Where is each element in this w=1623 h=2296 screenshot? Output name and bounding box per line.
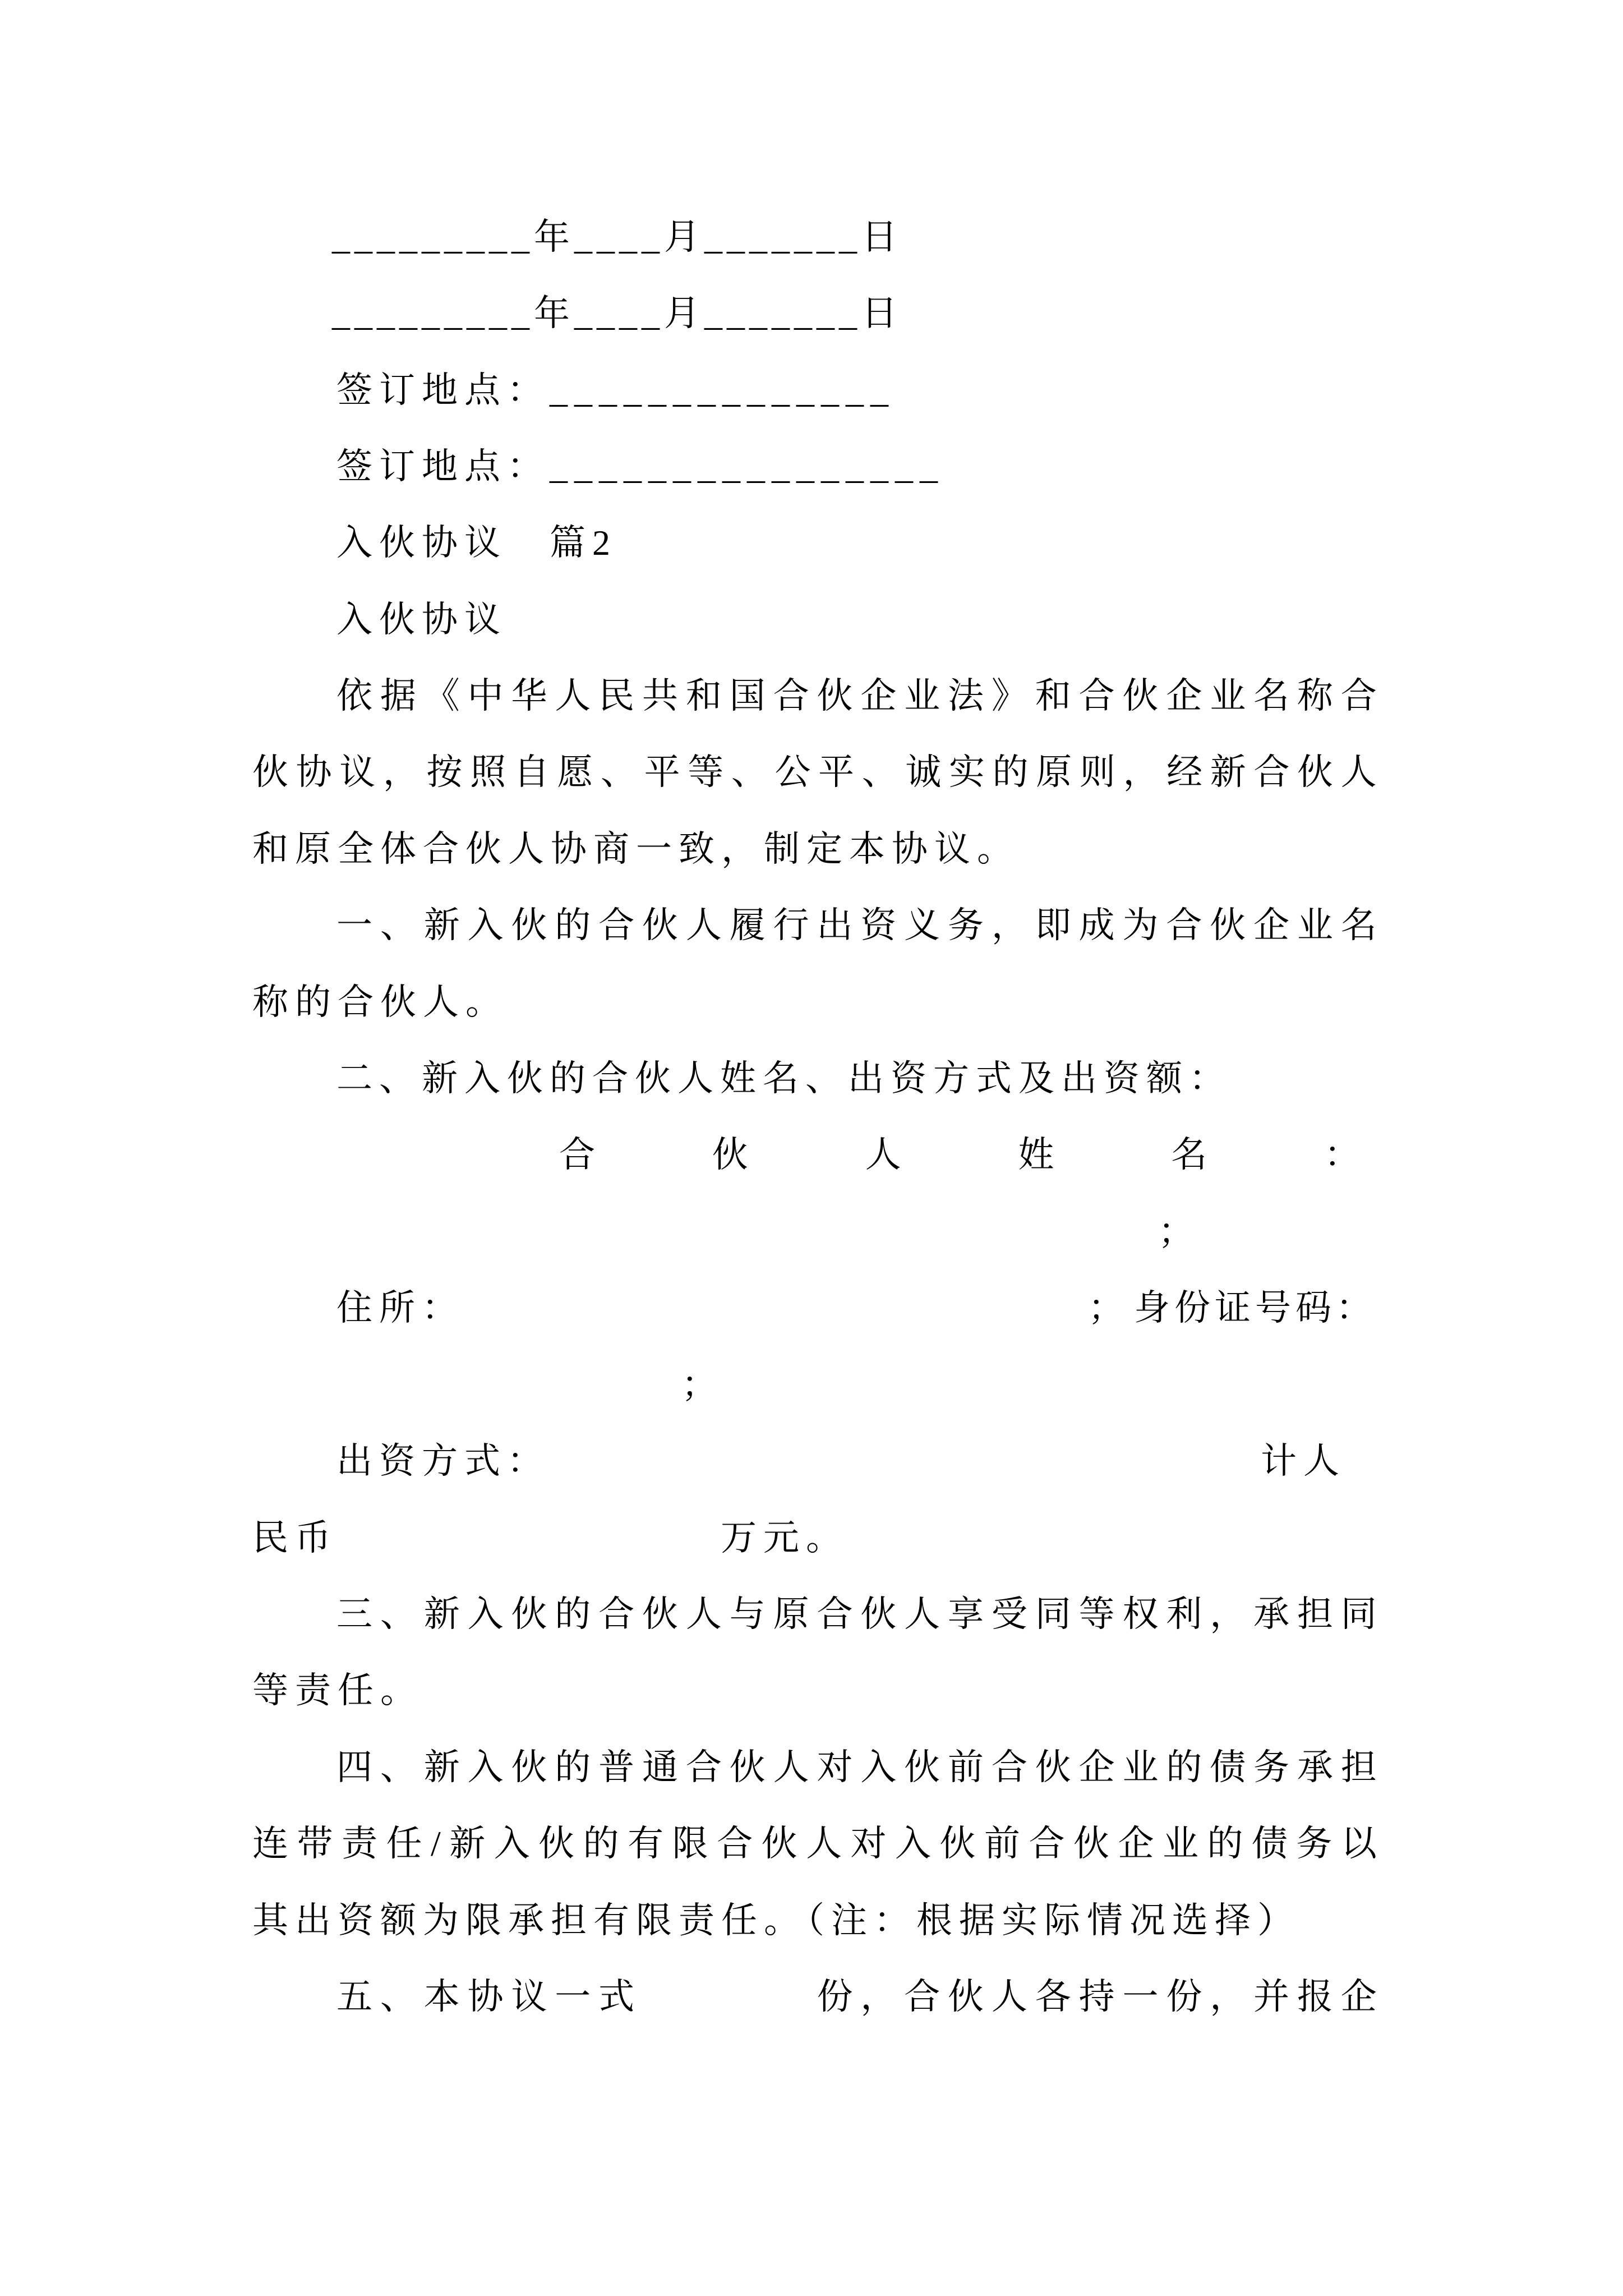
id-number-label: 身份证号码： [1134,1288,1376,1328]
item3-line-1: 三 、 新 入 伙 的 合 伙 人 与 原 合 伙 人 享 受 同 等 权 利 ， 承 担 同 [336,1594,1377,1634]
contribution-method-label: 出资方式： [336,1441,550,1481]
item4-line-1: 四 、 新 入 伙 的 普 通 合 伙 人 对 入 伙 前 合 伙 企 业 的 债 务 承 担 [336,1747,1377,1787]
signing-place-line-2: 签订地点：________________ [336,447,944,486]
residence-label: 住所： [336,1288,464,1328]
item1-line-1: 一 、 新 入 伙 的 合 伙 人 履 行 出 资 义 务 ， 即 成 为 合 伙 企 业 名 [336,905,1377,945]
currency-tail: 万元。 [721,1518,849,1558]
contribution-method-tail: 计人 [1261,1441,1346,1481]
currency-amount-line [0,1516,1623,1561]
signing-place-line-1: 签订地点：______________ [336,370,895,410]
intro-line-2: 伙 协 议 ， 按 照 自 愿 、 平 等 、 公 平 、 诚 实 的 原 则 ， 经 新 合 伙 人 [252,752,1377,792]
section-heading: 入伙协议 篇2 [336,523,617,563]
contribution-method-line [0,1439,1623,1484]
item3-line-2: 等责任。 [252,1671,423,1710]
item5-line-1: 五 、 本 协 议 一 式 份 ， 合 伙 人 各 持 一 份 ， 并 报 企 [336,1977,1377,2017]
item2-line-1: 二、新入伙的合伙人姓名、出资方式及出资额： [336,1059,1232,1098]
item4-line-2: 连 带 责 任 / 新 入 伙 的 有 限 合 伙 人 对 入 伙 前 合 伙 企 业 的 债 务 以 [252,1824,1377,1864]
item4-line-3: 其出资额为限承担有限责任。（注：根据实际情况选择） [252,1901,1300,1940]
intro-line-1: 依 据 《 中 华 人 民 共 和 国 合 伙 企 业 法 》 和 合 伙 企 业 名 称 合 [336,676,1377,716]
date-line-2: _________年____月_______日 [332,293,902,333]
partner-name-spread-line: 合 伙 人 姓 名 ： [559,1135,1360,1175]
lone-semicolon-1: ； [1158,1212,1201,1251]
date-line-1: _________年____月_______日 [332,217,902,257]
item1-line-2: 称的合伙人。 [252,982,508,1022]
intro-line-3: 和原全体合伙人协商一致，制定本协议。 [252,829,1020,869]
residence-id-line [0,1286,1623,1331]
doc-subtitle: 入伙协议 [336,600,507,639]
lone-semicolon-3: ； [681,1365,724,1405]
currency-head: 民币 [252,1518,338,1558]
semicolon-2: ； [1088,1288,1131,1328]
